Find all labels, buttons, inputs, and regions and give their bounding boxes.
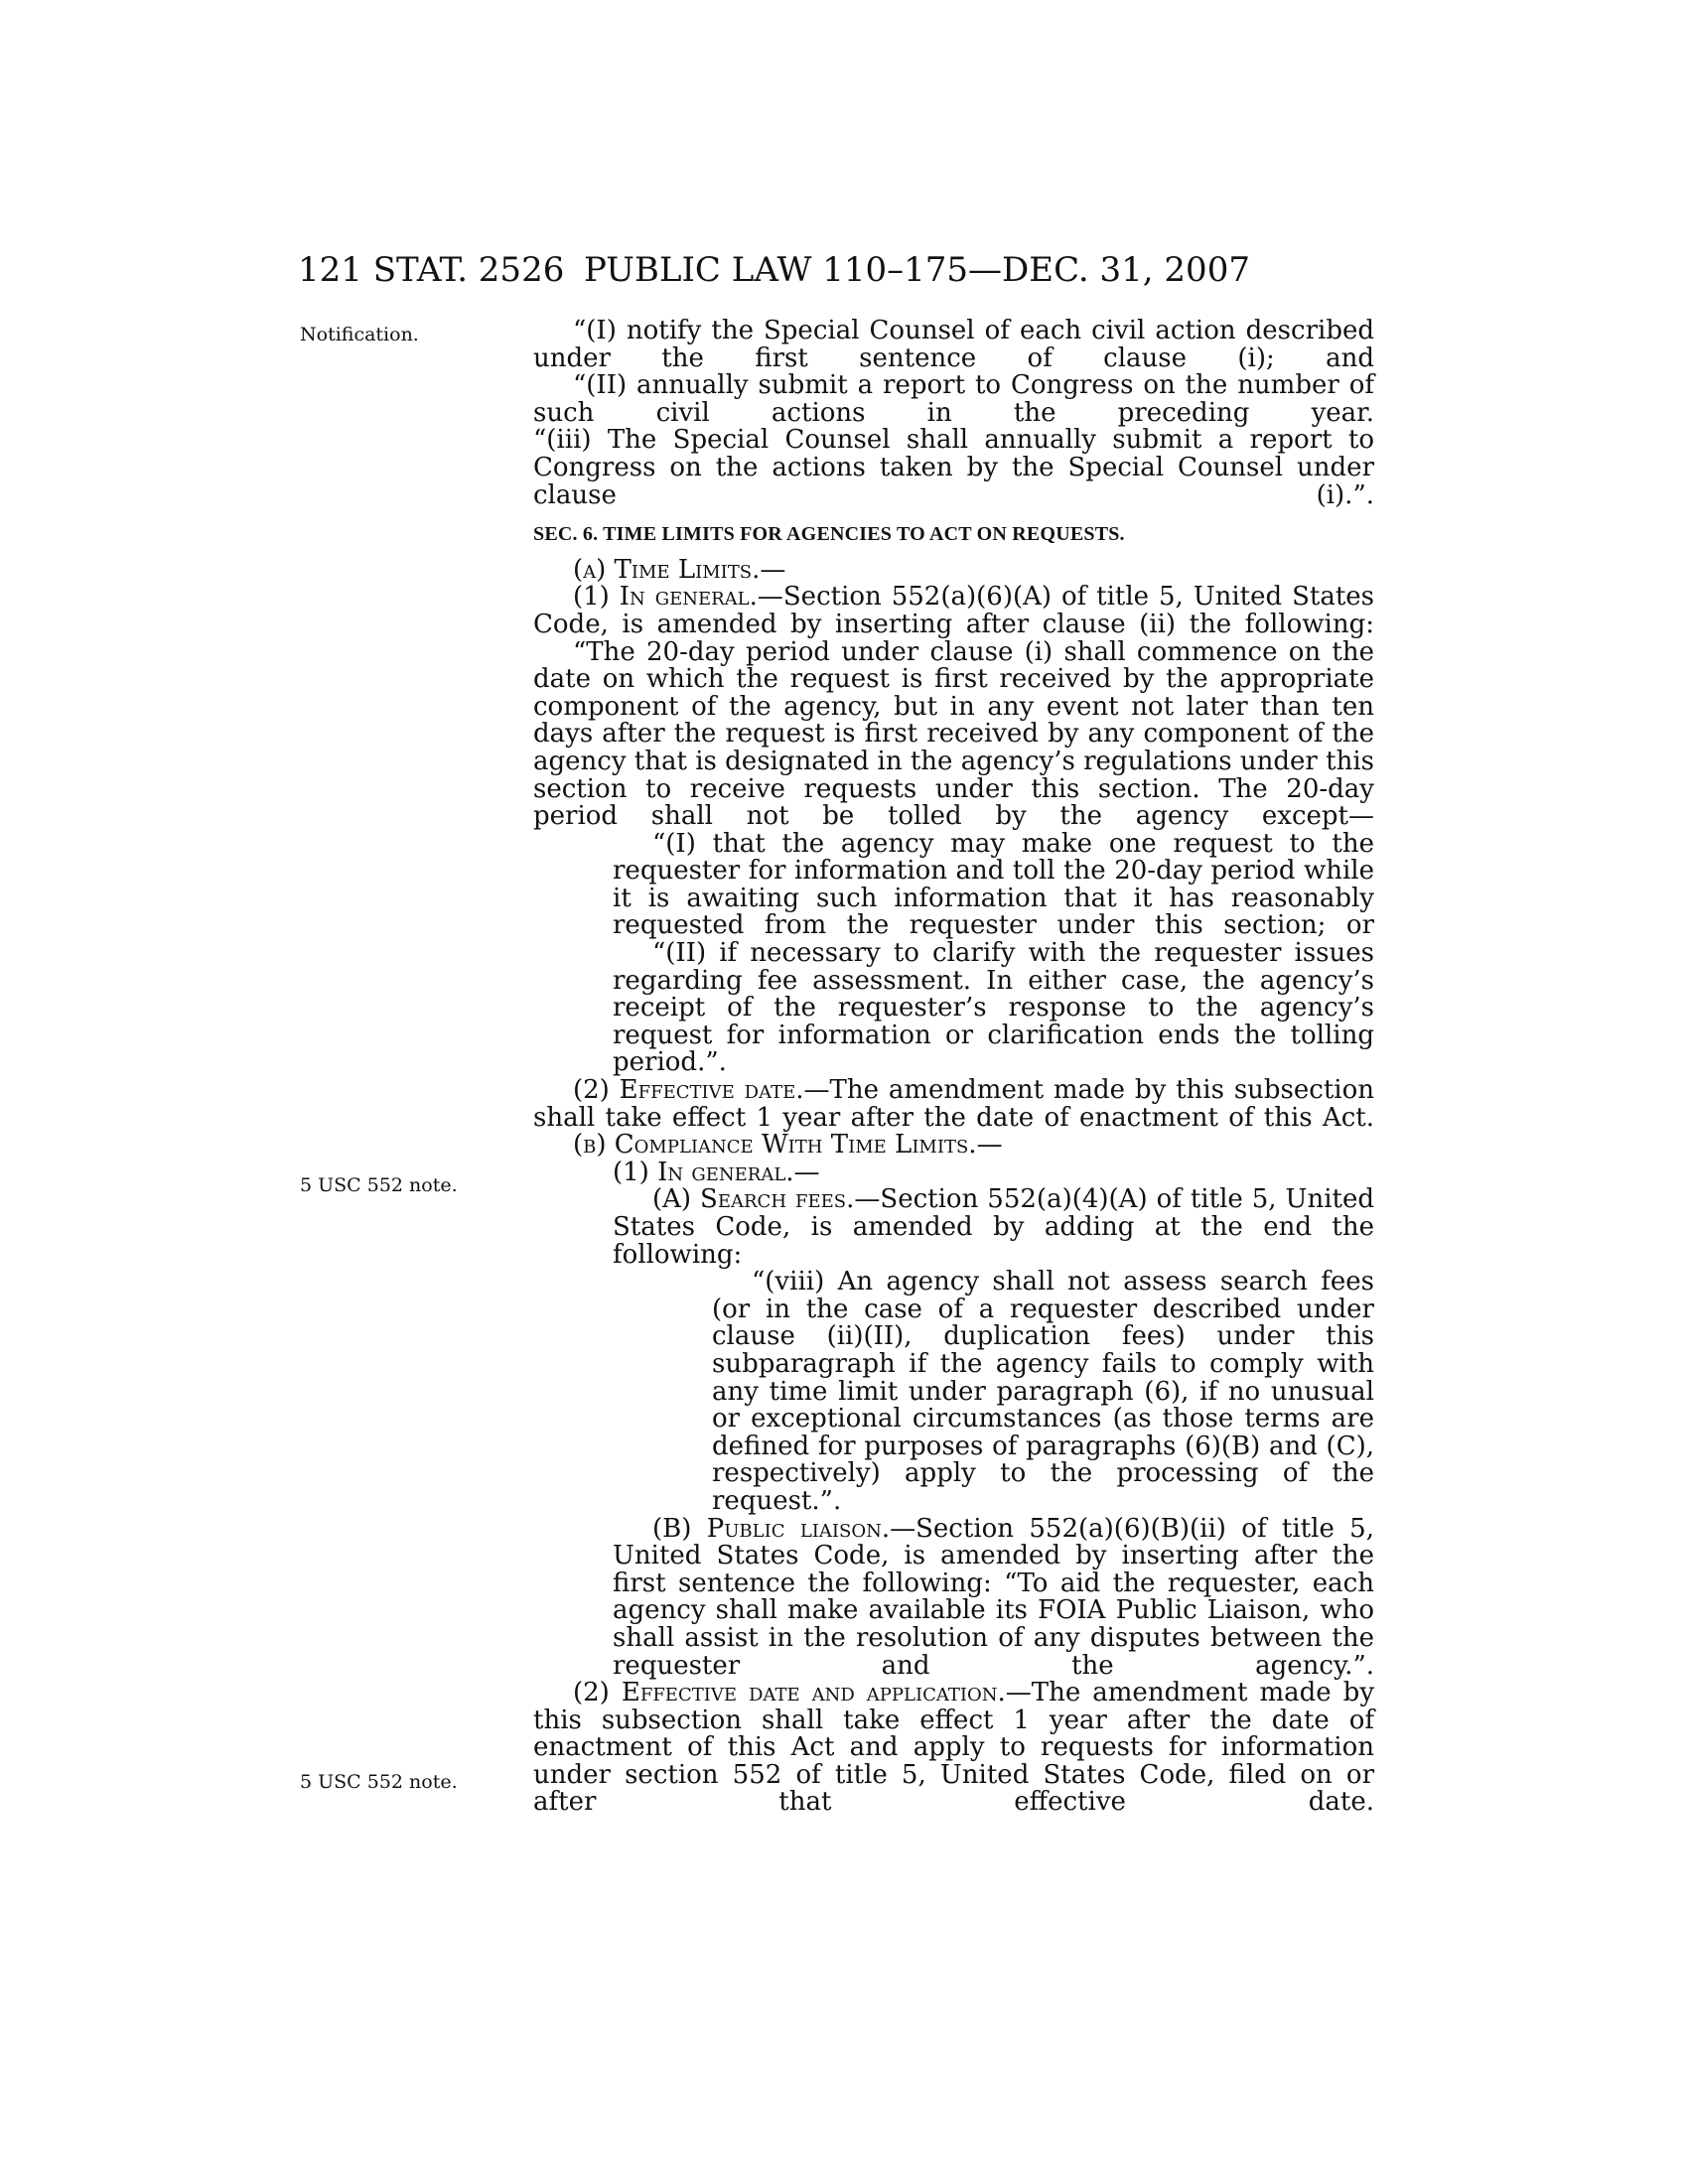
subparagraph-bB: [533, 1513, 1374, 1681]
clause-II: “(II) annually submit a report to Congress on the number of such civil actions in the preceding year.: [533, 370, 1374, 428]
paragraph-a2: [533, 1077, 1374, 1132]
paragraph-b2-heading: (2) Effective date and application.: [573, 1678, 1006, 1708]
paragraph-a2-text: —The amendment made by this subsection shall take effect 1 year after the date of enactment of this Act.: [533, 1075, 1375, 1133]
subsection-a-heading: (a) Time Limits.—: [573, 554, 786, 585]
subparagraph-bA: [533, 1186, 1374, 1269]
quoted-provision: “The 20-day period under clause (i) shall commence on the date on which the request is first received by the appropriate component of the agency, but in any event not later than ten days after the request is first received by any component of the agency that is designated in the agency’s regulations under this section to receive requests under this section. The 20-day period shall not be tolled by the agency except—: [533, 636, 1374, 832]
margin-note-usc-2: 5 USC 552 note.: [300, 1771, 458, 1793]
margin-note-notification: Notification.: [300, 324, 419, 345]
body-text: [533, 318, 1374, 1817]
page-title: PUBLIC LAW 110–175—DEC. 31, 2007: [584, 250, 1250, 290]
paragraph-b2: [533, 1680, 1374, 1817]
paragraph-b1-heading: (1) In general.—: [613, 1157, 820, 1187]
stat-page-number: 121 STAT. 2526: [298, 250, 565, 290]
subsection-b-heading: (b) Compliance With Time Limits.—: [573, 1130, 1003, 1160]
section-heading: SEC. 6. TIME LIMITS FOR AGENCIES TO ACT ON REQUESTS.: [533, 523, 1125, 546]
quoted-clause-I: “(I) that the agency may make one request to the requester for information and toll the 20-day period while it is awaiting such information that it has reasonably requested from the requester under this section; or: [613, 828, 1374, 941]
paragraph-b2-text: —The amendment made by this subsection shall take effect 1 year after the date of enactment of this Act and apply to requests for information under section 552 of title 5, United States Code, filed on or after that effective date.: [533, 1678, 1375, 1818]
quoted-clause-II: “(II) if necessary to clarify with the requester issues regarding fee assessment. In either case, the agency’s receipt of the requester’s response to the agency’s request for information or clarification ends the tolling period.”.: [613, 938, 1374, 1078]
clause-iii: “(iii) The Special Counsel shall annually submit a report to Congress on the actions taken by the Special Counsel under clause (i).”.: [533, 425, 1374, 510]
paragraph-a1-heading: (1) In general.: [573, 582, 758, 613]
subparagraph-bA-text: —Section 552(a)(4)(A) of title 5, United States Code, is amended by adding at the end the following:: [613, 1184, 1375, 1270]
clause-I: “(I) notify the Special Counsel of each civil action described under the first sentence of clause (i); and: [533, 316, 1374, 373]
paragraph-a1-text: —Section 552(a)(6)(A) of title 5, United States Code, is amended by inserting after clause (ii) the following:: [533, 582, 1375, 639]
paragraph-a2-heading: (2) Effective date.: [573, 1075, 804, 1106]
subparagraph-bA-heading: (A) Search fees.: [652, 1184, 855, 1215]
quoted-clause-viii: “(viii) An agency shall not assess search fees (or in the case of a requester described under clause (ii)(II), duplication fees) under this subparagraph if the agency fails to comply with any time limit under paragraph (6), if no unusual or exceptional circumstances (as those terms are defined for purposes of paragraphs (6)(B) and (C), respectively) apply to the processing of the request.”.: [712, 1267, 1374, 1516]
subparagraph-bB-heading: (B) Public liaison.: [652, 1513, 891, 1544]
subparagraph-bB-text: —Section 552(a)(6)(B)(ii) of title 5, United States Code, is amended by inserting after the first sentence the following: “To aid the requester, each agency shall make available its FOIA Public Liaison, who shall assist in the resolution of any disputes between the requester and the agency.”.: [613, 1513, 1374, 1681]
paragraph-a1: [533, 584, 1374, 638]
margin-note-usc-1: 5 USC 552 note.: [300, 1174, 458, 1196]
